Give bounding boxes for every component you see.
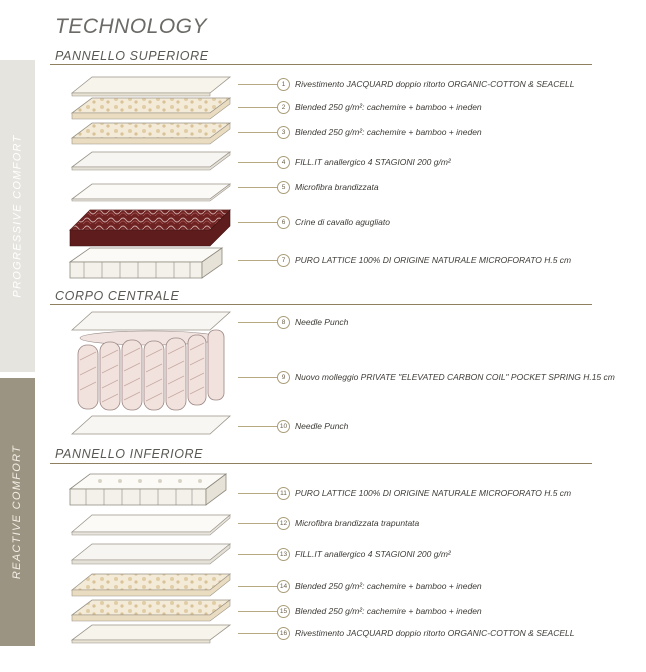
leader-line-5 xyxy=(238,187,278,188)
leader-line-7 xyxy=(238,260,278,261)
layer-label-12: Microfibra brandizzata trapuntata xyxy=(295,518,420,528)
section-heading-bottom: PANNELLO INFERIORE xyxy=(55,447,204,461)
layer-15-blended xyxy=(72,600,230,621)
leader-line-6 xyxy=(238,222,278,223)
leader-line-3 xyxy=(238,132,278,133)
leader-line-14 xyxy=(238,586,278,587)
layer-label-11: PURO LATTICE 100% DI ORIGINE NATURALE MICROFORATO H.5 cm xyxy=(295,488,572,498)
layer-label-15: Blended 250 g/m²: cachemire + bamboo + ineden xyxy=(295,606,482,616)
layer-number-5: 5 xyxy=(277,181,290,194)
leader-line-9 xyxy=(238,377,278,378)
layer-6-horsehair xyxy=(70,210,230,246)
layer-7-latex xyxy=(70,248,222,278)
layer-number-11: 11 xyxy=(277,487,290,500)
leader-line-12 xyxy=(238,523,278,524)
layer-label-5: Microfibra brandizzata xyxy=(295,182,379,192)
page-title: TECHNOLOGY xyxy=(55,15,208,38)
layer-label-1: Rivestimento JACQUARD doppio ritorto ORGANIC-COTTON & SEACELL xyxy=(295,79,575,89)
leader-line-4 xyxy=(238,162,278,163)
progressive-comfort-label: PROGRESSIVE COMFORT xyxy=(11,134,24,298)
layer-label-10: Needle Punch xyxy=(295,421,349,431)
layer-number-12: 12 xyxy=(277,517,290,530)
layer-label-9: Nuovo molleggio PRIVATE "ELEVATED CARBON COIL" POCKET SPRING H.15 cm xyxy=(295,372,615,382)
section-heading-middle: CORPO CENTRALE xyxy=(55,289,180,303)
section-heading-top: PANNELLO SUPERIORE xyxy=(55,49,209,63)
layer-13-fillit xyxy=(72,544,230,564)
leader-line-15 xyxy=(238,611,278,612)
reactive-comfort-label: REACTIVE COMFORT xyxy=(11,444,24,580)
layer-number-7: 7 xyxy=(277,254,290,267)
layer-label-2: Blended 250 g/m²: cachemire + bamboo + ineden xyxy=(295,102,482,112)
layer-label-13: FILL.IT anallergico 4 STAGIONI 200 g/m² xyxy=(295,549,451,559)
layer-number-14: 14 xyxy=(277,580,290,593)
layer-number-13: 13 xyxy=(277,548,290,561)
layer-label-6: Crine di cavallo agugliato xyxy=(295,217,390,227)
layer-4-fillit xyxy=(72,152,230,170)
leader-line-11 xyxy=(238,493,278,494)
leader-line-10 xyxy=(238,426,278,427)
layer-16-jacquard-cover xyxy=(72,625,230,643)
layer-label-3: Blended 250 g/m²: cachemire + bamboo + ineden xyxy=(295,127,482,137)
layer-label-8: Needle Punch xyxy=(295,317,349,327)
layer-number-8: 8 xyxy=(277,316,290,329)
layer-number-4: 4 xyxy=(277,156,290,169)
layer-8-needle-punch xyxy=(72,312,230,330)
layer-12-microfibra-trapuntata xyxy=(72,515,230,535)
layer-label-16: Rivestimento JACQUARD doppio ritorto ORGANIC-COTTON & SEACELL xyxy=(295,628,575,638)
layer-2-blended xyxy=(72,98,230,119)
layer-5-microfibra xyxy=(72,184,230,201)
layer-label-14: Blended 250 g/m²: cachemire + bamboo + ineden xyxy=(295,581,482,591)
layer-10-needle-punch xyxy=(72,416,230,434)
layer-number-1: 1 xyxy=(277,78,290,91)
leader-line-1 xyxy=(238,84,278,85)
layer-number-10: 10 xyxy=(277,420,290,433)
layer-label-7: PURO LATTICE 100% DI ORIGINE NATURALE MICROFORATO H.5 cm xyxy=(295,255,572,265)
layer-9-pocket-springs xyxy=(78,330,224,410)
layer-number-15: 15 xyxy=(277,605,290,618)
leader-line-2 xyxy=(238,107,278,108)
leader-line-8 xyxy=(238,322,278,323)
layer-number-9: 9 xyxy=(277,371,290,384)
leader-line-16 xyxy=(238,633,278,634)
layer-number-2: 2 xyxy=(277,101,290,114)
layer-1-jacquard-cover xyxy=(72,77,230,96)
layer-3-blended xyxy=(72,123,230,144)
layer-11-latex xyxy=(70,474,226,505)
layer-number-16: 16 xyxy=(277,627,290,640)
layer-14-blended xyxy=(72,574,230,596)
leader-line-13 xyxy=(238,554,278,555)
layer-label-4: FILL.IT anallergico 4 STAGIONI 200 g/m² xyxy=(295,157,451,167)
layer-number-3: 3 xyxy=(277,126,290,139)
layer-number-6: 6 xyxy=(277,216,290,229)
